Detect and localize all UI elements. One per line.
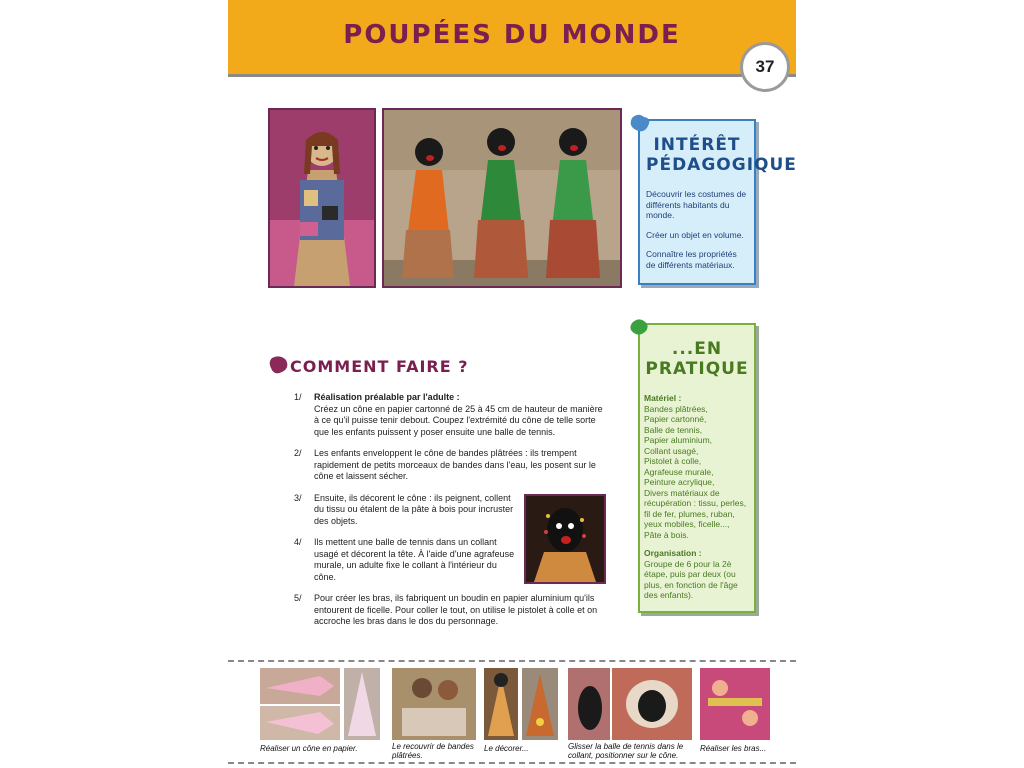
page-title: POUPÉES DU MONDE — [343, 20, 681, 50]
green-splash-icon — [628, 317, 650, 337]
thumb-balle-1 — [568, 668, 610, 740]
step-1: 1/ Réalisation préalable par l'adulte : Créez un cône en papier cartonné de 25 à 45 cm de hauteur de manière à ce qu'il puisse tenir debout. Coupez l'extrémité du cône de telle sorte que les enfants puissent y poser ensuite une balle de tennis. — [294, 392, 603, 437]
thumb-balle-2 — [612, 668, 692, 740]
comment-faire-title: COMMENT FAIRE ? — [290, 357, 469, 376]
thumb-bandes — [392, 668, 476, 740]
thumb-cone-1 — [260, 668, 340, 704]
caption-balle: Glisser la balle de tennis dans le collant, positionner sur le cône. — [568, 742, 684, 760]
materiel-list: Bandes plâtrées, Papier cartonné, Balle de tennis, Papier aluminium, Collant usagé, Pistolet à colle, Agrafeuse murale, Peinture acrylique, Divers matériaux de récupération : tissu, perles, fil de fer, plumes, ruban, yeux mobiles, ficelle..., Pâte à bois. — [644, 403, 747, 540]
thumb-bras — [700, 668, 770, 740]
thumb-cone-3 — [344, 668, 380, 740]
caption-decorer: Le décorer... — [484, 744, 529, 753]
step-2: 2/ Les enfants enveloppent le cône de bandes plâtrées : ils trempent rapidement de petits morceaux de bandes dans l'eau, les posent sur le cône et laissent sécher. — [294, 448, 596, 481]
caption-bras: Réaliser les bras... — [700, 744, 767, 753]
blue-splash-icon — [628, 112, 652, 134]
step-4: 4/ Ils mettent une balle de tennis dans un collant usagé et décorent la tête. À l'aide d'une agrafeuse murale, un adulte fixe le collant à l'intérieur du cône. — [294, 537, 515, 582]
top-dashed-divider — [228, 660, 796, 662]
thumb-cone-2 — [260, 706, 340, 740]
page-number-badge: 37 — [740, 42, 790, 92]
doll-photo-group — [382, 108, 622, 288]
doll-head-photo — [524, 494, 606, 584]
page-header — [228, 0, 796, 77]
interet-text: Découvrir les costumes de différents habitants du monde. Créer un objet en volume. Connaître les propriétés de différents matériaux. — [646, 189, 747, 270]
caption-bandes: Le recouvrir de bandes plâtrées. — [392, 742, 474, 760]
pratique-title: ...EN PRATIQUE — [645, 339, 749, 379]
thumb-decorer-2 — [522, 668, 558, 740]
interet-pedagogique-box — [638, 119, 797, 285]
document-page — [228, 0, 796, 768]
en-pratique-box — [638, 323, 756, 613]
doll-photo-single — [268, 108, 376, 288]
purple-splash-icon — [268, 354, 290, 376]
bottom-dashed-divider — [228, 762, 796, 764]
step-5: 5/ Pour créer les bras, ils fabriquent un boudin en papier aluminium qu'ils entourent de ficelle. Pour coller le tout, on utilise le pistolet à colle et on accroche les bras dans le dos du personnage. — [294, 593, 598, 626]
step-3: 3/ Ensuite, ils décorent le cône : ils peignent, collent du tissu ou étalent de la pâte à bois pour incruster des objets. — [294, 492, 514, 526]
thumb-decorer-1 — [484, 668, 518, 740]
caption-cone: Réaliser un cône en papier. — [260, 744, 358, 753]
interet-title: INTÉRÊT PÉDAGOGIQUE — [646, 135, 797, 175]
pratique-text: Matériel : Bandes plâtrées, Papier cartonné, Balle de tennis, Papier aluminium, Collant usagé, Pistolet à colle, Agrafeuse murale, Peinture acrylique, Divers matériaux de récupération : tissu, perles, fil de fer, plumes, ruban, yeux mobiles, ficelle..., Pâte à bois. Organisation : Groupe de 6 pour la 2è étape, puis par deux (ou plus, en fonction de l'âge des enfants). — [644, 393, 750, 601]
